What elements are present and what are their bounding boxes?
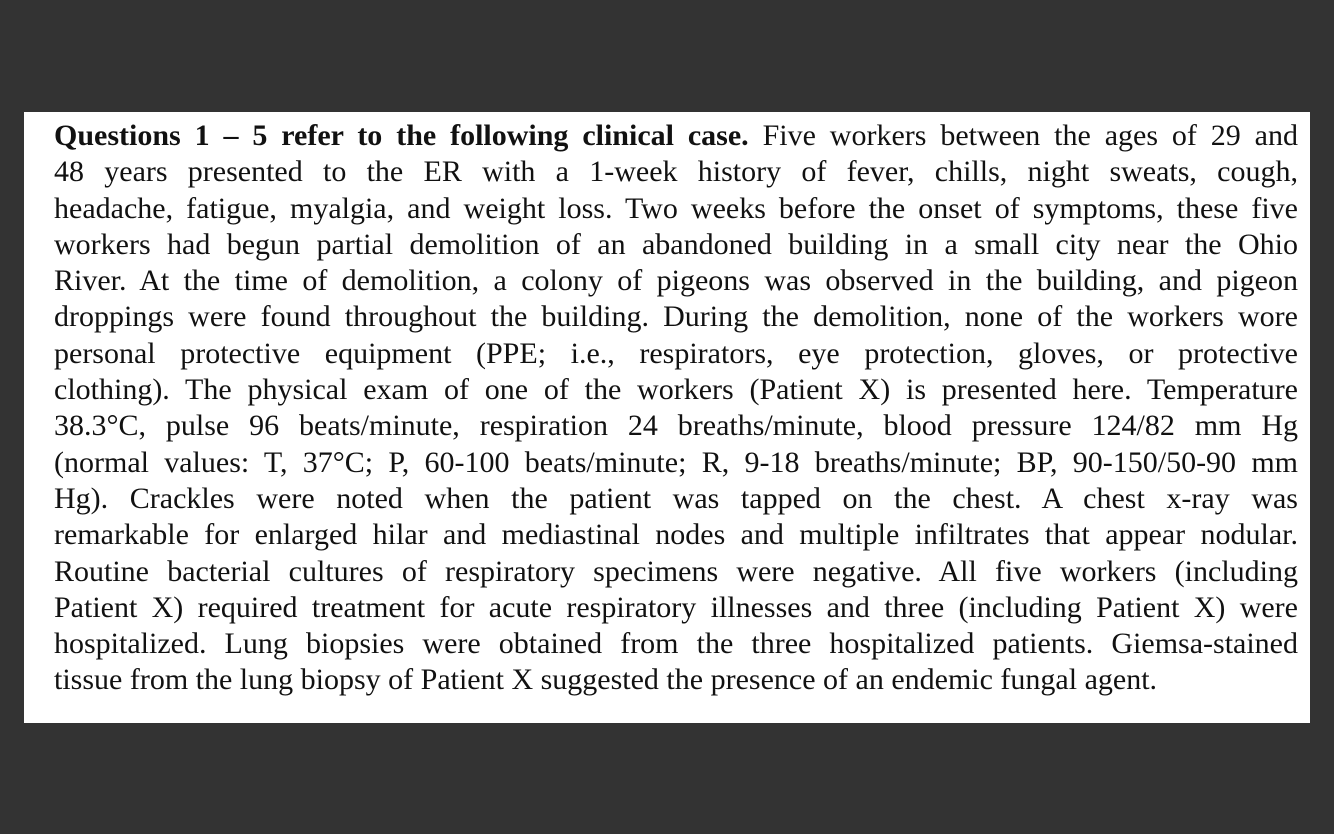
text-line-4: workers had begun partial demolition of an abandoned building in a small city near the Ohio (54, 227, 1298, 261)
text-line-10: (normal values: T, 37°C; P, 60-100 beats/minute; R, 9-18 breaths/minute; BP, 90-150/50-90 mm (54, 445, 1298, 479)
text-line-1 (54, 118, 1298, 154)
text-line-15: hospitalized. Lung biopsies were obtained from the three hospitalized patients. Giemsa-stained (54, 627, 1298, 661)
text-line-9: 38.3°C, pulse 96 beats/minute, respiration 24 breaths/minute, blood pressure 124/82 mm Hg (54, 409, 1298, 443)
document-page (24, 112, 1310, 723)
text-line-16: tissue from the lung biopsy of Patient X suggested the presence of an endemic fungal agent. (54, 663, 1158, 697)
text-line-8: clothing). The physical exam of one of the workers (Patient X) is presented here. Temperature (54, 373, 1298, 407)
text-line-3: headache, fatigue, myalgia, and weight loss. Two weeks before the onset of symptoms, these five (54, 191, 1298, 225)
text-line-6: droppings were found throughout the building. During the demolition, none of the workers wore (54, 300, 1298, 334)
text-line-5: River. At the time of demolition, a colony of pigeons was observed in the building, and pigeon (54, 264, 1298, 298)
text-line-13: Routine bacterial cultures of respiratory specimens were negative. All five workers (including (54, 554, 1298, 588)
text-line-12: remarkable for enlarged hilar and mediastinal nodes and multiple infiltrates that appear nodular. (54, 518, 1298, 552)
case-heading: Questions 1 – 5 refer to the following clinical case. (54, 119, 749, 152)
text-line-2: 48 years presented to the ER with a 1-week history of fever, chills, night sweats, cough, (54, 155, 1298, 189)
text-line-1-rest: Five workers between the ages of 29 and (748, 119, 1298, 152)
text-line-7: personal protective equipment (PPE; i.e., respirators, eye protection, gloves, or protective (54, 336, 1298, 370)
text-line-14: Patient X) required treatment for acute respiratory illnesses and three (including Patient X) were (54, 590, 1298, 624)
text-line-11: Hg). Crackles were noted when the patient was tapped on the chest. A chest x-ray was (54, 481, 1298, 515)
